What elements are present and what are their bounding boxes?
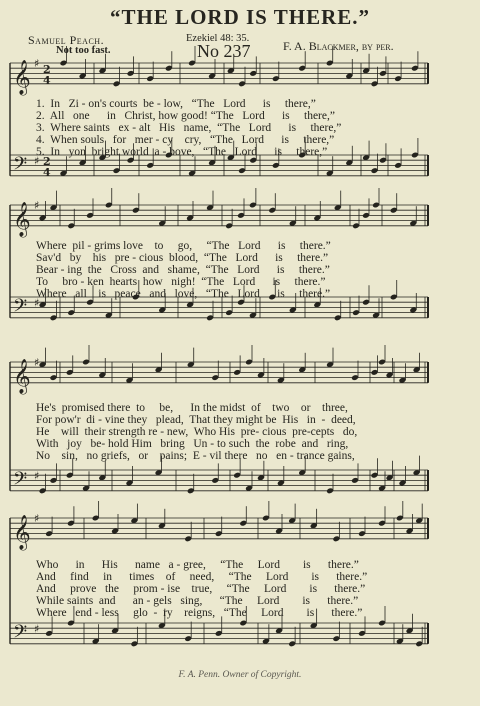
key-sharp-icon: ♯ [34, 356, 40, 370]
treble-clef-icon: 𝄞 [13, 358, 31, 394]
verse-line: He's promised there to be, In the midst of two or three, [36, 402, 348, 414]
key-sharp-icon: ♯ [34, 199, 40, 213]
time-signature: 2 [43, 155, 51, 168]
verse-line: With joy be- hold Him bring Un - to such the robe and ring, [36, 438, 349, 450]
composer: F. A. Blackmer, by per. [283, 39, 394, 53]
copyright-notice: F. A. Penn. Owner of Copyright. [178, 670, 302, 680]
bass-clef-icon: 𝄢 [13, 295, 28, 321]
verse-line: For pow'r di - vine they plead, That they might be His in - deed, [36, 414, 356, 426]
key-sharp-icon: ♯ [34, 154, 40, 168]
tempo-marking: Not too fast. [56, 45, 111, 56]
verse-line: While saints and an - gels sing, “The Lord is there.” [36, 595, 359, 607]
treble-clef-icon: 𝄞 [13, 201, 31, 237]
bass-clef-icon: 𝄢 [13, 621, 28, 647]
hymn-title: “THE LORD IS THERE.” [109, 5, 370, 29]
verse-line: 2. All one in Christ, how good! “The Lord is there,” [36, 110, 335, 122]
key-sharp-icon: ♯ [34, 296, 40, 310]
bass-clef-icon: 𝄢 [13, 468, 28, 494]
time-signature: 4 [43, 74, 51, 87]
lyricist: Samuel Peach. [28, 33, 105, 47]
verse-line: Where all is peace and love, “The Lord is there.” [36, 288, 331, 300]
verse-line: And prove the prom - ise true, “The Lord is there.” [36, 583, 366, 595]
verse-line: He will their strength re - new, Who His pre- cious pre-cepts do, [36, 426, 358, 438]
key-sharp-icon: ♯ [34, 622, 40, 636]
verse-line: Who in His name a - gree, “The Lord is there.” [36, 559, 359, 571]
bass-clef-icon: 𝄢 [13, 153, 28, 179]
verse-line: No sin, no griefs, or pains; E - vil there no en - trance gains, [36, 450, 355, 462]
hymn-number: No 237 [197, 41, 251, 61]
verse-line: Bear - ing the Cross and shame, “The Lord is there.” [36, 264, 330, 276]
treble-clef-icon: 𝄞 [13, 514, 31, 550]
verse-line: And find in times of need, “The Lord is there.” [36, 571, 368, 583]
key-sharp-icon: ♯ [34, 57, 40, 71]
time-signature: 4 [43, 166, 51, 179]
verse-line: Where end - less glo - ry reigns, “The Lord is there.” [36, 607, 363, 619]
verse-line: 1. In Zi - on's courts be - low, “The Lord is there,” [36, 98, 316, 110]
verse-line: To bro - ken hearts how nigh! “The Lord is there.” [36, 276, 326, 288]
time-signature: 2 [43, 63, 51, 76]
verse-line: 5. In yon bright world a - bove, “The Lord is there,” [36, 146, 328, 158]
verse-line: 3. Where saints ex - alt His name, “The Lord is there,” [36, 122, 342, 134]
verse-line: Sav'd by his pre - cious blood, “The Lord is there.” [36, 252, 329, 264]
key-sharp-icon: ♯ [34, 512, 40, 526]
verse-line: 4. When souls for mer - cy cry, “The Lord is there,” [36, 134, 335, 146]
verse-line: Where pil - grims love to go, “The Lord is there.” [36, 240, 331, 252]
key-sharp-icon: ♯ [34, 469, 40, 483]
treble-clef-icon: 𝄞 [13, 59, 31, 95]
scripture-reference: Ezekiel 48: 35. [186, 33, 250, 44]
